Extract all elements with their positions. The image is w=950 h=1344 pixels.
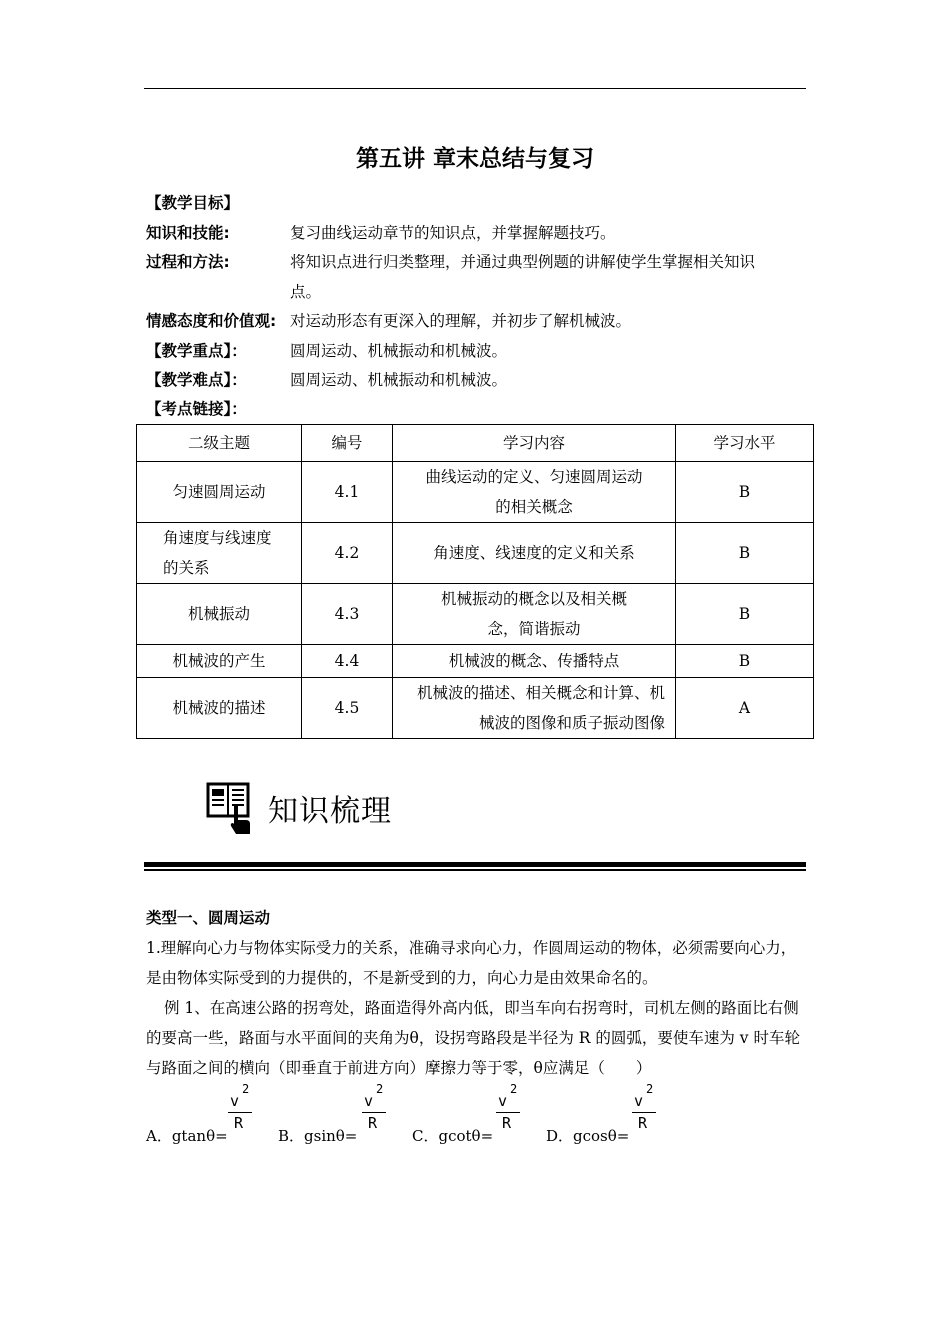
key-point-text: 圆周运动、机械振动和机械波。	[290, 342, 508, 360]
section-title: 知识梳理	[268, 794, 392, 829]
fraction-denominator: R	[502, 1114, 512, 1132]
row-content-text: 曲线运动的定义、匀速圆周运动的相关概念	[425, 468, 643, 516]
option-c: C．gcotθ=	[412, 1127, 494, 1145]
row-topic: 机械振动	[137, 584, 302, 645]
row-topic: 匀速圆周运动	[137, 462, 302, 523]
fraction-numerator: v	[364, 1092, 374, 1110]
row-code: 4.1	[302, 462, 393, 523]
table-row	[137, 523, 814, 584]
option-d: D．gcosθ=	[546, 1127, 630, 1145]
row-code: 4.4	[302, 645, 393, 678]
type1-paragraph: 1.理解向心力与物体实际受力的关系，准确寻求向心力，作圆周运动的物体，必须需要向心力，是由物体实际受到的力提供的，不是新受到的力，向心力是由效果命名的。	[146, 939, 797, 987]
row-level: B	[676, 523, 814, 584]
section-rule-thin	[144, 869, 806, 871]
objective-label-knowledge: 知识和技能:	[146, 224, 230, 242]
row-content-text: 机械波的描述、相关概念和计算、机械波的图像和质子振动图像	[416, 684, 665, 732]
header-content: 学习内容	[393, 425, 676, 462]
row-code: 4.3	[302, 584, 393, 645]
header-level: 学习水平	[676, 425, 814, 462]
row-content	[393, 584, 676, 645]
row-code: 4.2	[302, 523, 393, 584]
fraction-numerator: v	[230, 1092, 240, 1110]
table-row	[137, 678, 814, 739]
difficulty-text: 圆周运动、机械振动和机械波。	[290, 371, 508, 389]
header-code: 编号	[302, 425, 393, 462]
section-rule-thick	[144, 862, 806, 867]
objective-text-process-cont: 点。	[290, 283, 322, 301]
row-topic-text: 角速度与线速度的关系	[163, 529, 272, 577]
fraction-denominator: R	[368, 1114, 378, 1132]
objective-label-process: 过程和方法:	[146, 253, 230, 271]
table-row	[137, 584, 814, 645]
fraction-exponent: 2	[242, 1082, 250, 1096]
header-rule	[144, 88, 806, 89]
row-level: A	[676, 678, 814, 739]
objective-text-knowledge: 复习曲线运动章节的知识点，并掌握解题技巧。	[290, 224, 616, 242]
row-content: 角速度、线速度的定义和关系	[393, 523, 676, 584]
row-level: B	[676, 462, 814, 523]
fraction-exponent: 2	[376, 1082, 384, 1096]
fraction-numerator: v	[498, 1092, 508, 1110]
fraction-exponent: 2	[510, 1082, 518, 1096]
fraction-numerator: v	[634, 1092, 644, 1110]
table-row	[137, 645, 814, 678]
fraction-exponent: 2	[646, 1082, 654, 1096]
example-1: 例 1、在高速公路的拐弯处，路面造得外高内低，即当车向右拐弯时，司机左侧的路面比右侧的要高一些，路面与水平面间的夹角为θ，设拐弯路段是半径为 R 的圆弧，要使车速为 v 时车轮与路面之间的横向（即垂直于前进方向）摩擦力等于零，θ应满足（ ）	[146, 999, 800, 1077]
row-content	[393, 678, 676, 739]
difficulty-label: 【教学难点】：	[146, 371, 247, 389]
objective-label-attitude: 情感态度和价值观:	[146, 312, 277, 330]
option-b: B．gsinθ=	[278, 1127, 358, 1145]
book-pointer-icon	[206, 782, 252, 840]
fraction-denominator: R	[638, 1114, 648, 1132]
key-point-label: 【教学重点】：	[146, 342, 247, 360]
row-level: B	[676, 584, 814, 645]
objectives-heading: 【教学目标】	[146, 194, 240, 212]
row-content-text: 机械振动的概念以及相关概念，简谐振动	[440, 590, 627, 638]
row-content: 机械波的概念、传播特点	[393, 645, 676, 678]
page-title: 第五讲 章末总结与复习	[355, 146, 594, 172]
type1-heading: 类型一、圆周运动	[146, 909, 271, 927]
table-header-row	[137, 425, 814, 462]
objective-text-attitude: 对运动形态有更深入的理解，并初步了解机械波。	[290, 312, 632, 330]
row-topic: 机械波的描述	[137, 678, 302, 739]
row-content	[393, 462, 676, 523]
table-row	[137, 462, 814, 523]
row-code: 4.5	[302, 678, 393, 739]
syllabus-table	[136, 424, 814, 739]
fraction-denominator: R	[234, 1114, 244, 1132]
row-topic	[137, 523, 302, 584]
row-level: B	[676, 645, 814, 678]
exam-links-label: 【考点链接】：	[146, 400, 247, 418]
objective-text-process: 将知识点进行归类整理，并通过典型例题的讲解使学生掌握相关知识	[290, 253, 756, 271]
option-a: A．gtanθ=	[146, 1127, 228, 1145]
header-topic: 二级主题	[137, 425, 302, 462]
row-topic: 机械波的产生	[137, 645, 302, 678]
